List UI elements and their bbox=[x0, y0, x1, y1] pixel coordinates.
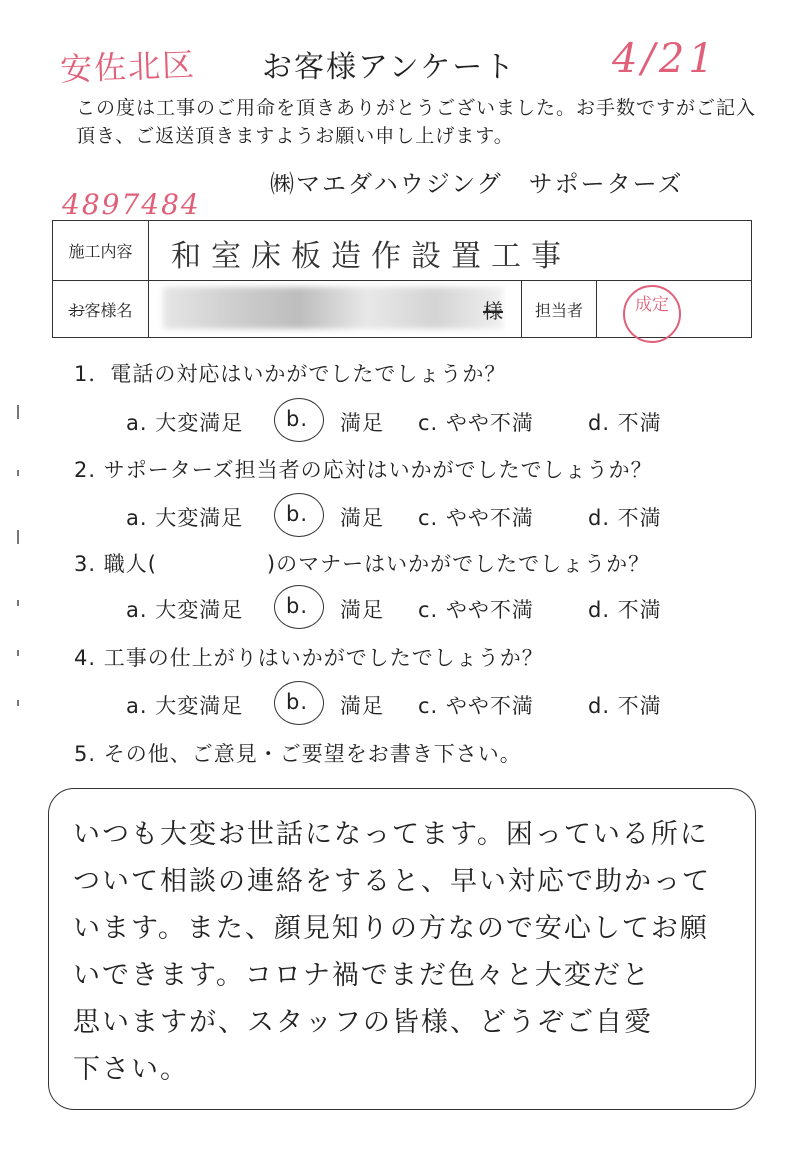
info-table bbox=[52, 220, 752, 338]
question-1: 1．電話の対応はいかがでしたでしょうか？ bbox=[74, 362, 507, 386]
comment-line: ついて相談の連絡をすると、早い対応で助かって bbox=[73, 866, 711, 897]
redacted-customer-name bbox=[163, 287, 503, 329]
company-name: ㈱マエダハウジング サポーターズ bbox=[270, 170, 684, 198]
sama-suffix: 様 bbox=[483, 299, 503, 323]
work-label: 施工内容 bbox=[53, 221, 149, 280]
option-b-text: 満足 bbox=[340, 598, 384, 622]
option-a[interactable]: a. 大変満足 bbox=[126, 506, 244, 530]
comment-handwritten bbox=[73, 811, 743, 1093]
option-c[interactable]: c. やや不満 bbox=[418, 598, 534, 622]
option-d[interactable]: d. 不満 bbox=[588, 694, 662, 718]
margin-mark bbox=[17, 530, 19, 544]
margin-mark bbox=[17, 470, 19, 476]
ward-handwritten: 安佐北区 bbox=[59, 45, 197, 89]
option-b[interactable]: b. bbox=[286, 407, 309, 431]
option-a[interactable]: a. 大変満足 bbox=[126, 694, 244, 718]
customer-code-handwritten: 4897484 bbox=[62, 188, 201, 221]
option-b[interactable]: b. bbox=[286, 594, 309, 618]
customer-label bbox=[53, 281, 149, 337]
option-b-text: 満足 bbox=[340, 411, 384, 435]
option-b-text: 満足 bbox=[340, 506, 384, 530]
intro-text: この度は工事のご用命を頂きありがとうございました。お手数ですがご記入頂き、ご返送頂きますようお願い申し上げます。 bbox=[76, 97, 757, 147]
margin-mark bbox=[17, 600, 19, 606]
comment-box[interactable] bbox=[48, 788, 756, 1110]
option-c[interactable]: c. やや不満 bbox=[418, 694, 534, 718]
option-d[interactable]: d. 不満 bbox=[588, 411, 662, 435]
margin-mark bbox=[17, 700, 19, 706]
staff-stamp: 成定 bbox=[623, 285, 681, 343]
option-a[interactable]: a. 大変満足 bbox=[126, 598, 244, 622]
customer-row bbox=[53, 281, 751, 337]
work-row bbox=[53, 221, 751, 281]
form-title: お客様アンケート bbox=[262, 50, 517, 85]
option-a[interactable]: a. 大変満足 bbox=[126, 411, 244, 435]
work-value-handwritten: 和室床板造作設置工事 bbox=[171, 239, 571, 274]
customer-label-rest: 客様名 bbox=[84, 300, 133, 320]
option-d[interactable]: d. 不満 bbox=[588, 598, 662, 622]
question-3: 3. 職人( )のマナーはいかがでしたでしょうか？ bbox=[74, 552, 651, 576]
question-5: 5. その他、ご意見・ご要望をお書き下さい。 bbox=[74, 742, 522, 766]
comment-line: います。また、顔見知りの方なので安心してお願 bbox=[73, 913, 709, 944]
staff-label: 担当者 bbox=[521, 281, 597, 337]
option-c[interactable]: c. やや不満 bbox=[418, 411, 534, 435]
margin-mark bbox=[17, 405, 19, 419]
comment-line: 下さい。 bbox=[73, 1054, 189, 1085]
option-c[interactable]: c. やや不満 bbox=[418, 506, 534, 530]
option-d[interactable]: d. 不満 bbox=[588, 506, 662, 530]
question-2: 2. サポーターズ担当者の応対はいかがでしたでしょうか？ bbox=[74, 458, 653, 482]
comment-line: いできます。コロナ禍でまだ色々と大変だと bbox=[73, 960, 651, 991]
comment-line: 思いますが、スタッフの皆様、どうぞご自愛 bbox=[73, 1007, 653, 1038]
question-4: 4. 工事の仕上がりはいかがでしたでしょうか？ bbox=[74, 646, 544, 670]
margin-mark bbox=[17, 650, 19, 656]
customer-label-struck: お bbox=[68, 300, 85, 320]
comment-line: いつも大変お世話になってます。困っている所に bbox=[73, 819, 709, 850]
date-handwritten: 4/21 bbox=[612, 36, 718, 82]
option-b[interactable]: b. bbox=[286, 502, 309, 526]
option-b-text: 満足 bbox=[340, 694, 384, 718]
option-b[interactable]: b. bbox=[286, 690, 309, 714]
